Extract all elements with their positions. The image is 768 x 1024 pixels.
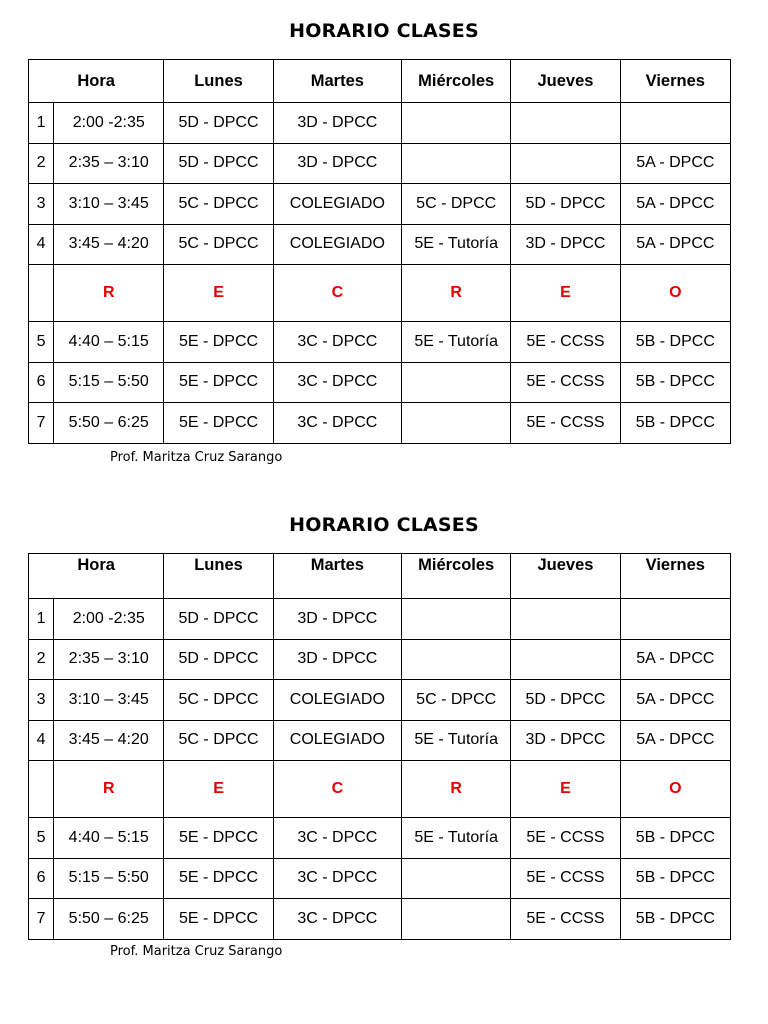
class-cell (402, 639, 511, 680)
header-row (29, 554, 731, 599)
class-cell (402, 858, 511, 899)
period-number: 5 (29, 322, 54, 363)
class-cell: 5A - DPCC (620, 639, 730, 680)
period-number: 3 (29, 680, 54, 721)
table-row (29, 858, 731, 899)
period-time: 2:35 – 3:10 (54, 639, 164, 680)
table-row (29, 720, 731, 761)
class-cell: 3C - DPCC (273, 322, 401, 363)
class-cell: 5D - DPCC (164, 599, 273, 640)
table-row (29, 403, 731, 444)
class-cell: 5E - Tutoría (402, 818, 511, 859)
class-cell: 5B - DPCC (620, 403, 730, 444)
class-cell: 3D - DPCC (273, 143, 401, 184)
class-cell: 5A - DPCC (620, 720, 730, 761)
class-cell: 5A - DPCC (620, 184, 730, 225)
header-day: Miércoles (402, 60, 511, 103)
class-cell: 3C - DPCC (273, 403, 401, 444)
class-cell: 5E - DPCC (164, 818, 273, 859)
class-cell: 5B - DPCC (620, 818, 730, 859)
recreo-empty-cell (29, 265, 54, 322)
class-cell: 5E - CCSS (511, 403, 620, 444)
class-cell: 3C - DPCC (273, 362, 401, 403)
class-cell: 5B - DPCC (620, 322, 730, 363)
class-cell (620, 599, 730, 640)
class-cell: 5C - DPCC (402, 184, 511, 225)
class-cell: 3C - DPCC (273, 858, 401, 899)
teacher-name: Prof. Maritza Cruz Sarango (110, 450, 283, 465)
period-number: 6 (29, 362, 54, 403)
table-row (29, 103, 731, 144)
header-day: Lunes (164, 554, 273, 599)
class-cell: COLEGIADO (273, 680, 401, 721)
table-row (29, 362, 731, 403)
recreo-letter: E (164, 265, 273, 322)
class-cell: 3C - DPCC (273, 818, 401, 859)
recreo-letter: R (54, 761, 164, 818)
class-cell (402, 362, 511, 403)
table-row (29, 818, 731, 859)
recreo-letter: R (54, 265, 164, 322)
schedule-table (28, 553, 731, 940)
class-cell: 5D - DPCC (164, 143, 273, 184)
recreo-empty-cell (29, 761, 54, 818)
class-cell: 3D - DPCC (273, 639, 401, 680)
period-time: 2:00 -2:35 (54, 103, 164, 144)
class-cell: 5E - CCSS (511, 362, 620, 403)
recreo-row (29, 761, 731, 818)
class-cell (511, 103, 620, 144)
class-cell: 5C - DPCC (164, 224, 273, 265)
class-cell: 5B - DPCC (620, 899, 730, 940)
period-time: 4:40 – 5:15 (54, 818, 164, 859)
header-day: Miércoles (402, 554, 511, 599)
period-time: 3:45 – 4:20 (54, 720, 164, 761)
period-number: 7 (29, 899, 54, 940)
recreo-letter: E (511, 265, 620, 322)
header-day: Viernes (620, 60, 730, 103)
class-cell (620, 103, 730, 144)
class-cell: 5E - CCSS (511, 818, 620, 859)
class-cell: 5C - DPCC (164, 680, 273, 721)
header-hora: Hora (29, 554, 164, 599)
class-cell: 5A - DPCC (620, 143, 730, 184)
recreo-letter: C (273, 265, 401, 322)
period-number: 4 (29, 720, 54, 761)
class-cell: 5E - CCSS (511, 899, 620, 940)
recreo-letter: O (620, 265, 730, 322)
period-time: 2:00 -2:35 (54, 599, 164, 640)
period-number: 7 (29, 403, 54, 444)
table-row (29, 322, 731, 363)
table-row (29, 599, 731, 640)
recreo-letter: E (164, 761, 273, 818)
class-cell: 5D - DPCC (511, 680, 620, 721)
class-cell: 5A - DPCC (620, 680, 730, 721)
table-row (29, 639, 731, 680)
class-cell: 5D - DPCC (164, 639, 273, 680)
class-cell (402, 103, 511, 144)
header-day: Martes (273, 554, 401, 599)
schedule-title: HORARIO CLASES (289, 20, 479, 42)
header-day: Jueves (511, 60, 620, 103)
class-cell: 5D - DPCC (164, 103, 273, 144)
period-time: 5:50 – 6:25 (54, 899, 164, 940)
period-number: 2 (29, 143, 54, 184)
class-cell: 5A - DPCC (620, 224, 730, 265)
period-number: 4 (29, 224, 54, 265)
recreo-letter: C (273, 761, 401, 818)
period-time: 3:45 – 4:20 (54, 224, 164, 265)
period-number: 2 (29, 639, 54, 680)
class-cell (511, 599, 620, 640)
period-time: 5:15 – 5:50 (54, 362, 164, 403)
class-cell: 3D - DPCC (273, 599, 401, 640)
period-time: 5:15 – 5:50 (54, 858, 164, 899)
period-number: 1 (29, 599, 54, 640)
class-cell: 5E - DPCC (164, 858, 273, 899)
header-day: Martes (273, 60, 401, 103)
header-day: Viernes (620, 554, 730, 599)
table-row (29, 184, 731, 225)
class-cell: 5D - DPCC (511, 184, 620, 225)
class-cell (402, 403, 511, 444)
class-cell: 5E - CCSS (511, 858, 620, 899)
class-cell: 3D - DPCC (511, 224, 620, 265)
class-cell: 5E - DPCC (164, 362, 273, 403)
class-cell (511, 639, 620, 680)
class-cell: 3D - DPCC (273, 103, 401, 144)
class-cell: 5B - DPCC (620, 362, 730, 403)
class-cell: 5E - DPCC (164, 899, 273, 940)
class-cell: 5E - Tutoría (402, 322, 511, 363)
class-cell: 5E - CCSS (511, 322, 620, 363)
period-time: 3:10 – 3:45 (54, 184, 164, 225)
class-cell: 5C - DPCC (164, 720, 273, 761)
class-cell (511, 143, 620, 184)
header-day: Lunes (164, 60, 273, 103)
recreo-letter: E (511, 761, 620, 818)
period-time: 3:10 – 3:45 (54, 680, 164, 721)
header-day: Jueves (511, 554, 620, 599)
class-cell: 3C - DPCC (273, 899, 401, 940)
table-row (29, 143, 731, 184)
recreo-letter: R (402, 265, 511, 322)
class-cell: 5E - DPCC (164, 403, 273, 444)
class-cell: COLEGIADO (273, 224, 401, 265)
class-cell: 5E - DPCC (164, 322, 273, 363)
period-time: 5:50 – 6:25 (54, 403, 164, 444)
class-cell (402, 599, 511, 640)
class-cell: 3D - DPCC (511, 720, 620, 761)
class-cell: 5C - DPCC (402, 680, 511, 721)
header-hora: Hora (29, 60, 164, 103)
period-number: 5 (29, 818, 54, 859)
class-cell: 5E - Tutoría (402, 224, 511, 265)
header-row (29, 60, 731, 103)
class-cell: COLEGIADO (273, 184, 401, 225)
class-cell: 5E - Tutoría (402, 720, 511, 761)
period-number: 3 (29, 184, 54, 225)
table-row (29, 224, 731, 265)
teacher-name: Prof. Maritza Cruz Sarango (110, 944, 283, 959)
period-number: 1 (29, 103, 54, 144)
schedule-title: HORARIO CLASES (289, 514, 479, 536)
recreo-row (29, 265, 731, 322)
period-number: 6 (29, 858, 54, 899)
schedule-table (28, 59, 731, 444)
class-cell: COLEGIADO (273, 720, 401, 761)
class-cell (402, 143, 511, 184)
class-cell: 5B - DPCC (620, 858, 730, 899)
recreo-letter: O (620, 761, 730, 818)
recreo-letter: R (402, 761, 511, 818)
table-row (29, 899, 731, 940)
period-time: 2:35 – 3:10 (54, 143, 164, 184)
class-cell (402, 899, 511, 940)
period-time: 4:40 – 5:15 (54, 322, 164, 363)
class-cell: 5C - DPCC (164, 184, 273, 225)
table-row (29, 680, 731, 721)
